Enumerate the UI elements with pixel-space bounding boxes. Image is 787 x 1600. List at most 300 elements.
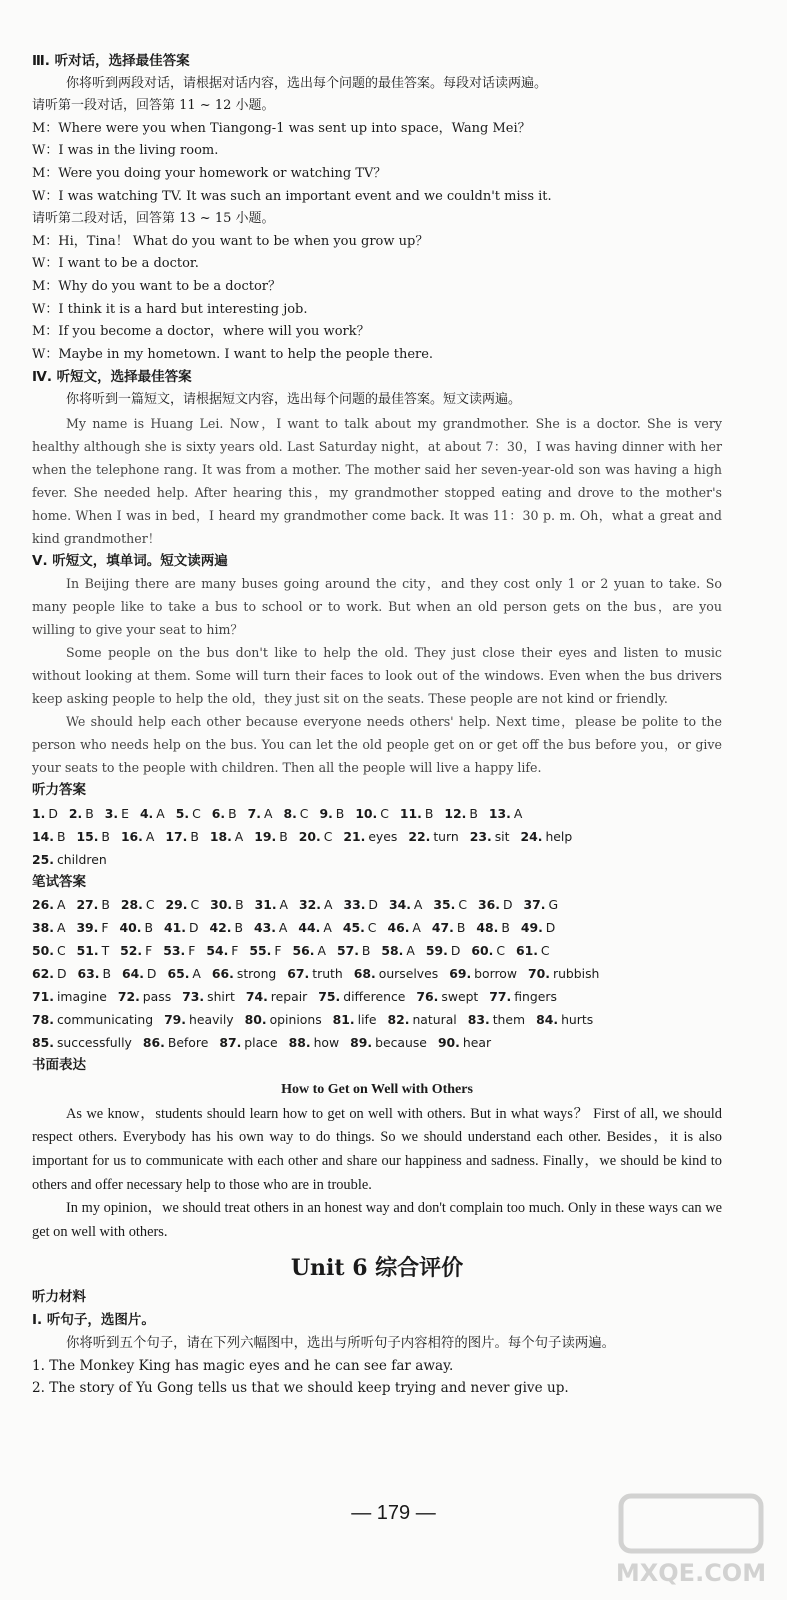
section-5-paragraph: Some people on the bus don't like to help the old. They just close their eyes and listen to music without looking at them. Some will turn their faces to look out of the windows. Even when the bus drivers keep asking people to help the old，they just sit on the seats. These people are not kind or friendly. <box>32 645 722 707</box>
watermark-text: MXQE.COM <box>615 1559 767 1587</box>
section-3-heading: Ⅲ. 听对话，选择最佳答案 <box>32 53 190 69</box>
answer-value: how <box>313 1035 340 1051</box>
answer-item <box>254 825 287 848</box>
answer-number: 14. <box>32 828 54 844</box>
answer-value: F <box>145 943 153 959</box>
answer-value: B <box>335 805 345 821</box>
answer-value: A <box>145 828 155 844</box>
answer-item <box>524 893 559 916</box>
answer-number: 2. <box>68 805 83 821</box>
answer-item <box>121 825 154 848</box>
answer-number: 4. <box>139 805 154 821</box>
answer-number: 28. <box>120 897 143 913</box>
answer-item <box>432 916 465 939</box>
answer-item <box>426 939 461 962</box>
answer-value: natural <box>412 1012 457 1028</box>
answer-value: A <box>406 943 415 959</box>
essay-paragraph: In my opinion，we should treat others in an honest way and don't complain too much. Only in these ways can we get on well with others. <box>32 1200 722 1240</box>
answer-number: 27. <box>76 897 99 913</box>
answer-number: 24. <box>520 828 543 844</box>
answer-number: 64. <box>121 966 144 982</box>
answer-item <box>32 916 65 939</box>
answer-item <box>246 985 307 1008</box>
answer-item <box>32 939 66 962</box>
answer-number: 21. <box>343 828 366 844</box>
answer-value: F <box>231 943 239 959</box>
answer-value: F <box>274 943 282 959</box>
answer-item <box>299 825 333 848</box>
answer-item <box>521 916 556 939</box>
dialog-2-prompt: 请听第二段对话，回答第 13 ~ 15 小题。 <box>32 211 275 227</box>
answer-row <box>32 1008 722 1031</box>
answer-value: B <box>190 828 199 844</box>
answer-value: A <box>234 828 244 844</box>
answer-item <box>520 825 572 848</box>
answer-value: rubbish <box>552 966 600 982</box>
answer-value: hear <box>462 1035 492 1051</box>
answer-item <box>32 1031 132 1054</box>
answer-value: F <box>101 920 109 936</box>
section-5-heading: Ⅴ. 听短文，填单词。短文读两遍 <box>32 552 228 569</box>
answer-number: 46. <box>387 920 410 936</box>
answer-item <box>337 939 370 962</box>
answer-number: 40. <box>119 920 142 936</box>
answer-number: 22. <box>408 828 431 844</box>
answer-number: 88. <box>288 1035 311 1051</box>
answer-number: 77. <box>489 989 512 1005</box>
answer-number: 44. <box>298 920 321 936</box>
answer-item <box>69 802 94 825</box>
answer-value: D <box>146 966 157 982</box>
answer-value: imagine <box>56 989 107 1005</box>
answer-value: B <box>234 920 243 936</box>
dialog-line: W：I think it is a hard but interesting job. <box>32 301 308 317</box>
answer-number: 30. <box>210 897 233 913</box>
answer-number: 75. <box>318 989 341 1005</box>
writing-heading: 书面表达 <box>32 1057 86 1074</box>
answer-number: 72. <box>117 989 140 1005</box>
answer-number: 76. <box>416 989 439 1005</box>
answer-value: pass <box>142 989 172 1005</box>
answer-number: 32. <box>299 897 321 913</box>
answer-value: B <box>56 828 66 844</box>
answer-value: hurts <box>561 1012 594 1028</box>
answer-item <box>165 825 198 848</box>
answer-value: strong <box>236 966 277 982</box>
answer-number: 61. <box>515 943 538 959</box>
answer-item <box>212 962 276 985</box>
answer-number: 56. <box>292 943 315 959</box>
answer-item <box>32 985 107 1008</box>
answer-value: D <box>450 943 461 959</box>
answer-value: B <box>361 943 371 959</box>
answer-number: 8. <box>283 805 297 821</box>
answer-value: B <box>424 805 434 821</box>
answer-number: 54. <box>206 943 229 959</box>
answer-item <box>470 825 510 848</box>
listening-answers-heading: 听力答案 <box>32 782 86 799</box>
answer-value: B <box>101 897 110 913</box>
answer-value: ourselves <box>378 966 439 982</box>
answer-item <box>32 962 67 985</box>
answer-item <box>140 802 165 825</box>
answer-number: 50. <box>32 943 54 959</box>
answer-item <box>121 893 155 916</box>
answer-value: eyes <box>368 828 398 844</box>
answer-item <box>471 939 505 962</box>
answer-item <box>283 802 308 825</box>
answer-value: C <box>192 805 201 821</box>
answer-number: 41. <box>164 920 186 936</box>
answer-item <box>298 916 331 939</box>
answer-item <box>32 802 58 825</box>
answer-value: communicating <box>56 1012 154 1028</box>
answer-item <box>343 893 378 916</box>
answer-item <box>468 1008 525 1031</box>
answer-item <box>489 802 522 825</box>
answer-item <box>293 939 326 962</box>
answer-value: turn <box>433 828 459 844</box>
answer-value: B <box>228 805 237 821</box>
answer-value: help <box>545 828 573 844</box>
answer-number: 36. <box>478 897 500 913</box>
section-3-instruction: 你将听到两段对话，请根据对话内容，选出每个问题的最佳答案。每段对话读两遍。 <box>66 75 548 91</box>
answer-item <box>449 962 517 985</box>
watermark-logo-icon <box>601 1486 781 1596</box>
answer-number: 53. <box>163 943 186 959</box>
answer-value: life <box>357 1012 377 1028</box>
answer-item <box>76 825 109 848</box>
essay-paragraph: As we know，students should learn how to get on well with others. But in what ways？ First of all, we should respect others. Everybody has his own way to do things. So we should understand each other. Besides，it is also important for us to communicate with each other and share our happiness and sadness. Finally，we should be kind to others and offer necessary help to those who are in trouble. <box>32 1105 722 1193</box>
essay-body <box>32 1103 722 1245</box>
answer-item <box>248 802 273 825</box>
answer-item <box>167 962 200 985</box>
answer-row <box>32 985 722 1008</box>
answer-value: place <box>244 1035 278 1051</box>
answer-row <box>32 802 722 825</box>
answer-number: 19. <box>254 828 277 844</box>
answer-value: because <box>375 1035 427 1051</box>
answer-value: C <box>496 943 505 959</box>
answer-number: 15. <box>76 828 99 844</box>
answer-number: 3. <box>104 805 119 821</box>
answer-number: 23. <box>469 828 492 844</box>
answer-number: 31. <box>254 897 277 913</box>
answer-item <box>176 802 201 825</box>
answer-item <box>289 1031 340 1054</box>
answer-value: B <box>279 828 288 844</box>
answer-number: 16. <box>120 828 143 844</box>
answer-item <box>416 985 478 1008</box>
answer-value: B <box>102 966 111 982</box>
answer-number: 29. <box>165 897 188 913</box>
answer-value: C <box>56 943 66 959</box>
answer-number: 34. <box>388 897 411 913</box>
answer-number: 74. <box>245 989 268 1005</box>
answer-number: 1. <box>32 805 46 821</box>
answer-value: B <box>85 805 94 821</box>
answer-value: swept <box>441 989 479 1005</box>
unit6-instruction: 你将听到五个句子，请在下列六幅图中，选出与所听句子内容相符的图片。每个句子读两遍。 <box>66 1335 616 1351</box>
answer-value: A <box>263 805 273 821</box>
answer-item <box>32 893 65 916</box>
answer-number: 80. <box>244 1012 267 1028</box>
answer-item <box>255 893 288 916</box>
answer-number: 17. <box>165 828 188 844</box>
answer-number: 73. <box>182 989 205 1005</box>
answer-value: A <box>412 920 421 936</box>
dialog-1-prompt: 请听第一段对话，回答第 11 ~ 12 小题。 <box>32 98 275 114</box>
answer-value: B <box>144 920 153 936</box>
answer-value: Before <box>167 1035 209 1051</box>
answer-value: C <box>323 828 333 844</box>
answer-value: opinions <box>269 1012 322 1028</box>
answer-value: truth <box>312 966 343 982</box>
answer-item <box>163 939 195 962</box>
answer-number: 47. <box>431 920 454 936</box>
answer-item <box>528 962 599 985</box>
answer-value: D <box>368 897 378 913</box>
dialog-line: M：Hi，Tina！ What do you want to be when you grow up？ <box>32 233 429 249</box>
answer-item <box>166 893 200 916</box>
answer-number: 42. <box>209 920 232 936</box>
dialog-line: M：Were you doing your homework or watching TV？ <box>32 165 387 181</box>
answer-value: C <box>299 805 309 821</box>
answer-number: 13. <box>488 805 511 821</box>
answer-row <box>32 1031 722 1054</box>
answer-item <box>355 802 389 825</box>
answer-item <box>32 825 65 848</box>
section-5-paragraph: We should help each other because everyone needs others' help. Next time，please be polite to the person who needs help on the bus. You can let the old people get on or get off the bus before you，or give your seats to the people with children. Then all the people will live a happy life. <box>32 714 722 776</box>
answer-item <box>254 916 287 939</box>
answer-number: 65. <box>167 966 190 982</box>
answer-item <box>118 985 171 1008</box>
answer-item <box>245 1008 322 1031</box>
answer-item <box>387 916 420 939</box>
answer-item <box>287 962 342 985</box>
answer-value: A <box>279 897 289 913</box>
answer-number: 7. <box>247 805 261 821</box>
answer-item <box>182 985 235 1008</box>
answer-number: 71. <box>32 989 54 1005</box>
answer-row <box>32 939 722 962</box>
answer-item <box>76 893 109 916</box>
answer-number: 60. <box>471 943 494 959</box>
unit-title: Unit 6 综合评价 <box>290 1255 464 1282</box>
answer-item <box>536 1008 593 1031</box>
answer-item <box>400 802 433 825</box>
section-4-instruction: 你将听到一篇短文，请根据短文内容，选出每个问题的最佳答案。短文读两遍。 <box>66 391 522 407</box>
page-content <box>32 50 722 1400</box>
answer-item <box>476 916 509 939</box>
answer-number: 52. <box>120 943 143 959</box>
answer-item <box>210 825 243 848</box>
section-5-paragraph: In Beijing there are many buses going around the city，and they cost only 1 or 2 yuan to take. So many people like to take a bus to school or to work. But when an old person gets on the bus，are you willing to give your seat to him？ <box>32 576 722 638</box>
answer-value: A <box>413 897 423 913</box>
answer-number: 38. <box>32 920 54 936</box>
answer-value: children <box>56 851 107 867</box>
answer-number: 11. <box>399 805 422 821</box>
answer-item <box>122 962 157 985</box>
section-4-passage: My name is Huang Lei. Now，I want to talk about my grandmother. She is a doctor. She is very healthy although she is sixty years old. Last Saturday night，at about 7：30，I was having dinner with her when the telephone rang. It was from a mother. The mother said her seven-year-old son was having a high fever. She needed help. After hearing this，my grandmother stopped eating and drove to the mother's home. When I was in bed，I heard my grandmother come back. It was 11：30 p. m. Oh，what a great and kind grandmother！ <box>32 415 722 546</box>
answer-value: B <box>235 897 244 913</box>
answer-item <box>516 939 550 962</box>
answer-row <box>32 916 722 939</box>
answer-number: 85. <box>32 1035 54 1051</box>
answer-value: A <box>513 805 523 821</box>
written-answers <box>32 893 722 1054</box>
answer-number: 9. <box>319 805 333 821</box>
answer-item <box>433 893 467 916</box>
dialog-line: W：I was watching TV. It was such an important event and we couldn't miss it. <box>32 188 552 204</box>
answer-item <box>388 1008 457 1031</box>
answer-value: A <box>56 897 66 913</box>
answer-number: 43. <box>253 920 276 936</box>
answer-item <box>318 985 405 1008</box>
answer-number: 70. <box>528 966 550 982</box>
unit6-sentence: 1. The Monkey King has magic eyes and he can see far away. <box>32 1357 454 1374</box>
answer-number: 20. <box>298 828 321 844</box>
answer-number: 79. <box>164 1012 187 1028</box>
answer-number: 62. <box>32 966 54 982</box>
answer-item <box>343 825 397 848</box>
answer-item <box>350 1031 427 1054</box>
answer-item <box>78 962 111 985</box>
answer-value: heavily <box>189 1012 234 1028</box>
dialog-line: M：Why do you want to be a doctor？ <box>32 278 281 294</box>
answer-value: sit <box>494 828 510 844</box>
answer-item <box>76 916 108 939</box>
section-4-heading: Ⅳ. 听短文，选择最佳答案 <box>32 369 192 386</box>
answer-value: A <box>278 920 288 936</box>
answer-value: B <box>469 805 478 821</box>
written-answers-heading: 笔试答案 <box>32 873 86 890</box>
answer-value: A <box>323 920 332 936</box>
answer-value: C <box>540 943 550 959</box>
answer-item <box>32 1008 153 1031</box>
answer-value: difference <box>343 989 406 1005</box>
answer-number: 90. <box>437 1035 460 1051</box>
answer-item <box>210 916 243 939</box>
unit6-section-1-heading: Ⅰ. 听句子，选图片。 <box>32 1312 155 1329</box>
answer-number: 59. <box>425 943 448 959</box>
answer-number: 6. <box>211 805 226 821</box>
answer-number: 49. <box>520 920 543 936</box>
dialog-line: M：If you become a doctor，where will you work？ <box>32 324 370 340</box>
answer-number: 51. <box>76 943 99 959</box>
answer-item <box>32 848 107 871</box>
answer-value: D <box>188 920 199 936</box>
answer-value: F <box>188 943 196 959</box>
listening-answers <box>32 802 722 871</box>
answer-number: 86. <box>142 1035 165 1051</box>
answer-number: 87. <box>219 1035 242 1051</box>
answer-item <box>408 825 458 848</box>
answer-value: D <box>48 805 58 821</box>
answer-number: 89. <box>350 1035 373 1051</box>
dialog-line: W：I want to be a doctor. <box>32 256 199 272</box>
answer-item <box>444 802 477 825</box>
answer-number: 82. <box>387 1012 410 1028</box>
answer-item <box>319 802 344 825</box>
answer-number: 67. <box>287 966 310 982</box>
answer-item <box>143 1031 208 1054</box>
answer-row <box>32 962 722 985</box>
answer-row <box>32 848 722 871</box>
answer-number: 57. <box>336 943 359 959</box>
answer-value: D <box>502 897 513 913</box>
answer-item <box>343 916 377 939</box>
answer-value: C <box>145 897 155 913</box>
dialog-line: W：Maybe in my hometown. I want to help the people there. <box>32 346 434 362</box>
answer-number: 55. <box>249 943 272 959</box>
answer-item <box>206 939 238 962</box>
answer-value: A <box>317 943 326 959</box>
answer-number: 45. <box>342 920 365 936</box>
answer-item <box>77 939 110 962</box>
answer-number: 33. <box>343 897 366 913</box>
answer-value: shirt <box>207 989 235 1005</box>
answer-number: 69. <box>449 966 472 982</box>
answer-value: E <box>121 805 129 821</box>
answer-item <box>212 802 237 825</box>
answer-value: C <box>380 805 389 821</box>
answer-number: 66. <box>211 966 234 982</box>
answer-value: A <box>156 805 165 821</box>
answer-number: 48. <box>476 920 499 936</box>
answer-item <box>120 939 152 962</box>
answer-item <box>219 1031 277 1054</box>
answer-value: B <box>501 920 510 936</box>
answer-item <box>489 985 557 1008</box>
answer-value: them <box>492 1012 526 1028</box>
answer-value: repair <box>270 989 308 1005</box>
answer-item <box>164 916 199 939</box>
answer-number: 37. <box>523 897 546 913</box>
answer-number: 39. <box>76 920 99 936</box>
answer-row <box>32 825 722 848</box>
answer-value: C <box>367 920 377 936</box>
answer-item <box>210 893 243 916</box>
page-number: — 179 — <box>351 1502 436 1524</box>
answer-item <box>354 962 438 985</box>
answer-number: 5. <box>175 805 190 821</box>
answer-number: 35. <box>433 897 456 913</box>
answer-item <box>333 1008 377 1031</box>
answer-number: 81. <box>332 1012 355 1028</box>
listening-material-heading: 听力材料 <box>32 1289 86 1306</box>
answer-item <box>478 893 513 916</box>
dialog-line: W：I was in the living room. <box>32 143 219 159</box>
answer-number: 25. <box>32 851 54 867</box>
answer-number: 12. <box>444 805 467 821</box>
answer-value: D <box>545 920 556 936</box>
answer-value: C <box>190 897 200 913</box>
dialog-line: M：Where were you when Tiangong-1 was sent up into space，Wang Mei？ <box>32 120 531 136</box>
answer-number: 18. <box>209 828 232 844</box>
answer-value: C <box>458 897 468 913</box>
answer-value: A <box>323 897 333 913</box>
answer-value: A <box>56 920 66 936</box>
answer-item <box>164 1008 234 1031</box>
answer-item <box>381 939 414 962</box>
essay-title: How to Get on Well with Others <box>281 1081 473 1097</box>
answer-value: B <box>101 828 110 844</box>
answer-number: 63. <box>77 966 100 982</box>
answer-number: 58. <box>381 943 404 959</box>
answer-number: 83. <box>467 1012 490 1028</box>
answer-item <box>389 893 422 916</box>
